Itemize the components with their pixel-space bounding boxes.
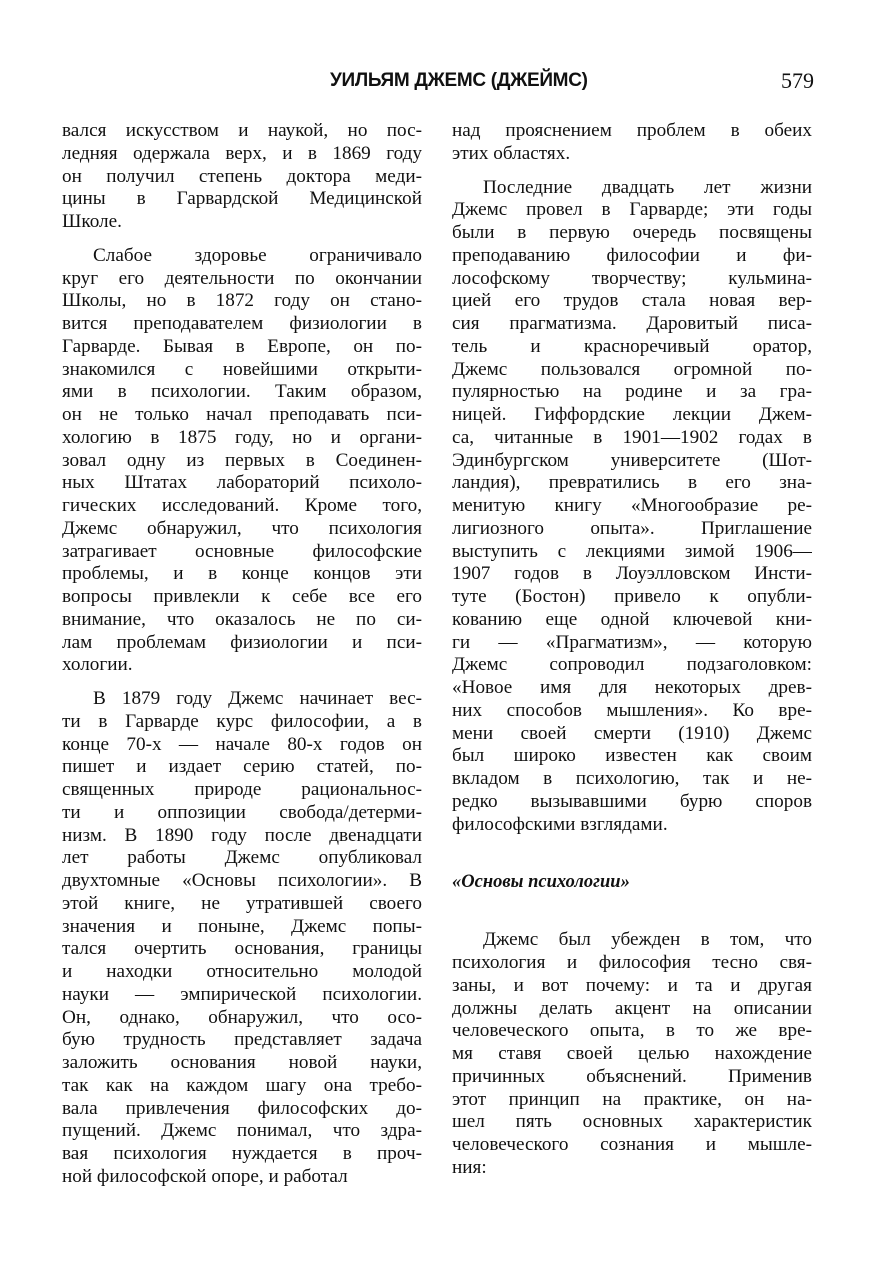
text-line: кованию еще одной ключевой кни- (452, 608, 812, 630)
text-line: причинных объяснений. Применив (452, 1065, 812, 1087)
text-line: ницей. Гиффордские лекции Джем- (452, 404, 812, 425)
text-line: Джемс обнаружил, что психология (62, 517, 422, 539)
text-line: шел пять основных характеристик (452, 1111, 812, 1133)
paragraph (62, 245, 422, 677)
text-line: низм. В 1890 году после двенадцати (62, 824, 422, 846)
running-title: УИЛЬЯМ ДЖЕМС (ДЖЕЙМС) (330, 70, 588, 91)
left-column (62, 120, 422, 1189)
text-line: Джемс провел в Гарварде; эти годы (452, 199, 812, 221)
paragraph (62, 688, 422, 1189)
text-line: ландия), превратились в его зна- (452, 472, 812, 494)
text-line: круг его деятельности по окончании (62, 267, 422, 289)
text-line: туте (Бостон) привело к опубли- (452, 586, 812, 607)
text-line: ной философской опоре, и работал (62, 1165, 348, 1187)
text-line: ями в психологии. Таким образом, (62, 381, 422, 403)
text-line: Школе. (62, 211, 122, 232)
text-line: лет работы Джемс опубликовал (62, 847, 422, 869)
text-line: значения и поныне, Джемс попы- (62, 915, 422, 937)
text-line: конце 70-х — начале 80-х годов он (62, 733, 422, 755)
text-line: священных природе рациональнос- (62, 779, 422, 800)
text-line: В 1879 году Джемс начинает вес- (93, 688, 422, 709)
text-line: хологии. (62, 654, 133, 676)
text-line: них способов мышления». Ко вре- (452, 699, 812, 721)
text-line: пишет и издает серию статей, по- (62, 756, 422, 778)
text-line: двухтомные «Основы психологии». В (62, 870, 422, 891)
text-line: са, читанные в 1901—1902 годах в (452, 426, 812, 448)
paragraph (452, 929, 812, 1179)
text-line: ледняя одержала верх, и в 1869 году (62, 142, 422, 164)
text-line: «Новое имя для некоторых древ- (452, 677, 812, 698)
text-line: так как на каждом шагу она требо- (62, 1074, 422, 1096)
text-line: сия прагматизма. Даровитый писа- (452, 313, 812, 334)
right-column (452, 120, 812, 1180)
text-line: преподаванию философии и фи- (452, 244, 812, 266)
text-line: цией его трудов стала новая вер- (452, 290, 812, 312)
text-line: тель и красноречивый оратор, (452, 335, 812, 357)
text-line: редко вызывавшими бурю споров (452, 790, 812, 812)
text-line: над прояснением проблем в обеих (452, 120, 812, 141)
text-line: проблемы, и в конце концов эти (62, 563, 422, 585)
text-line: менитую книгу «Многообразие ре- (452, 495, 812, 516)
text-line: этой книге, не утратившей своего (62, 892, 422, 914)
text-line: хологию в 1875 году, но и органи- (62, 426, 422, 448)
text-line: цины в Гарвардской Медицинской (62, 188, 422, 210)
text-line: заны, и вот почему: и та и другая (452, 974, 812, 996)
page-number: 579 (781, 68, 814, 93)
text-line: внимание, что оказалось не по си- (62, 608, 422, 630)
text-line: психология и философия тесно свя- (452, 952, 812, 973)
text-line: мени своей смерти (1910) Джемс (452, 722, 812, 744)
text-line: лам проблемам физиологии и пси- (62, 631, 422, 653)
paragraph (62, 120, 422, 234)
text-line: человеческого сознания и мышле- (452, 1134, 812, 1155)
text-line: должны делать акцент на описании (452, 997, 812, 1019)
text-line: и находки относительно молодой (62, 961, 422, 982)
text-line: Школы, но в 1872 году он стано- (62, 290, 422, 312)
text-line: науки — эмпирической психологии. (62, 983, 422, 1005)
paragraph (452, 120, 812, 166)
text-line: зовал одну из первых в Соединен- (62, 449, 422, 471)
text-line: он получил степень доктора меди- (62, 165, 422, 187)
text-line: этих областях. (452, 142, 571, 164)
text-line: 1907 годов в Лоуэлловском Инсти- (452, 563, 812, 585)
text-line: мя ставя своей целью нахождение (452, 1043, 812, 1064)
section-heading: «Основы психологии» (452, 872, 630, 893)
text-line: философскими взглядами. (452, 813, 668, 835)
text-line: пулярностью на родине и за гра- (452, 381, 812, 403)
text-line: человеческого опыта, в то же вре- (452, 1020, 812, 1042)
text-line: вится преподавателем физиологии в (62, 313, 422, 334)
text-line: ния: (452, 1156, 487, 1178)
text-line: затрагивает основные философские (62, 540, 422, 562)
text-line: знакомился с новейшими открыти- (62, 358, 422, 380)
text-line: Слабое здоровье ограничивало (93, 244, 422, 266)
text-line: вкладом в психологию, так и не- (452, 768, 812, 789)
text-line: вала привлечения философских до- (62, 1097, 422, 1119)
text-line: ных Штатах лабораторий психоло- (62, 472, 422, 494)
text-line: Он, однако, обнаружил, что осо- (62, 1006, 422, 1028)
text-line: вопросы привлекли к себе все его (62, 586, 422, 607)
text-line: он не только начал преподавать пси- (62, 404, 422, 425)
text-line: пущений. Джемс понимал, что здра- (62, 1120, 422, 1142)
text-line: тался очертить основания, границы (62, 938, 422, 960)
text-line: Джемс был убежден в том, что (483, 929, 812, 951)
text-line: Джемс сопроводил подзаголовком: (452, 654, 812, 676)
text-line: лигиозного опыта». Приглашение (452, 517, 812, 539)
text-line: Эдинбургском университете (Шот- (452, 449, 812, 471)
text-line: бую трудность представляет задача (62, 1029, 422, 1051)
text-line: ти в Гарварде курс философии, а в (62, 710, 422, 732)
text-line: были в первую очередь посвящены (452, 222, 812, 243)
text-line: гических исследований. Кроме того, (62, 495, 422, 516)
text-line: вая психология нуждается в проч- (62, 1143, 422, 1164)
text-line: Джемс пользовался огромной по- (452, 358, 812, 380)
text-line: Последние двадцать лет жизни (483, 176, 812, 198)
text-line: был широко известен как своим (452, 745, 812, 767)
text-line: Гарварде. Бывая в Европе, он по- (62, 335, 422, 357)
text-line: заложить основания новой науки, (62, 1052, 422, 1073)
text-line: вался искусством и наукой, но пос- (62, 120, 422, 141)
text-line: этот принцип на практике, он на- (452, 1088, 812, 1110)
running-header (62, 68, 814, 100)
paragraph (452, 177, 812, 837)
text-line: ги — «Прагматизм», — которую (452, 631, 812, 653)
text-line: ти и оппозиции свобода/детерми- (62, 801, 422, 823)
text-line: выступить с лекциями зимой 1906— (452, 540, 812, 562)
text-line: лософскому творчеству; кульмина- (452, 267, 812, 289)
